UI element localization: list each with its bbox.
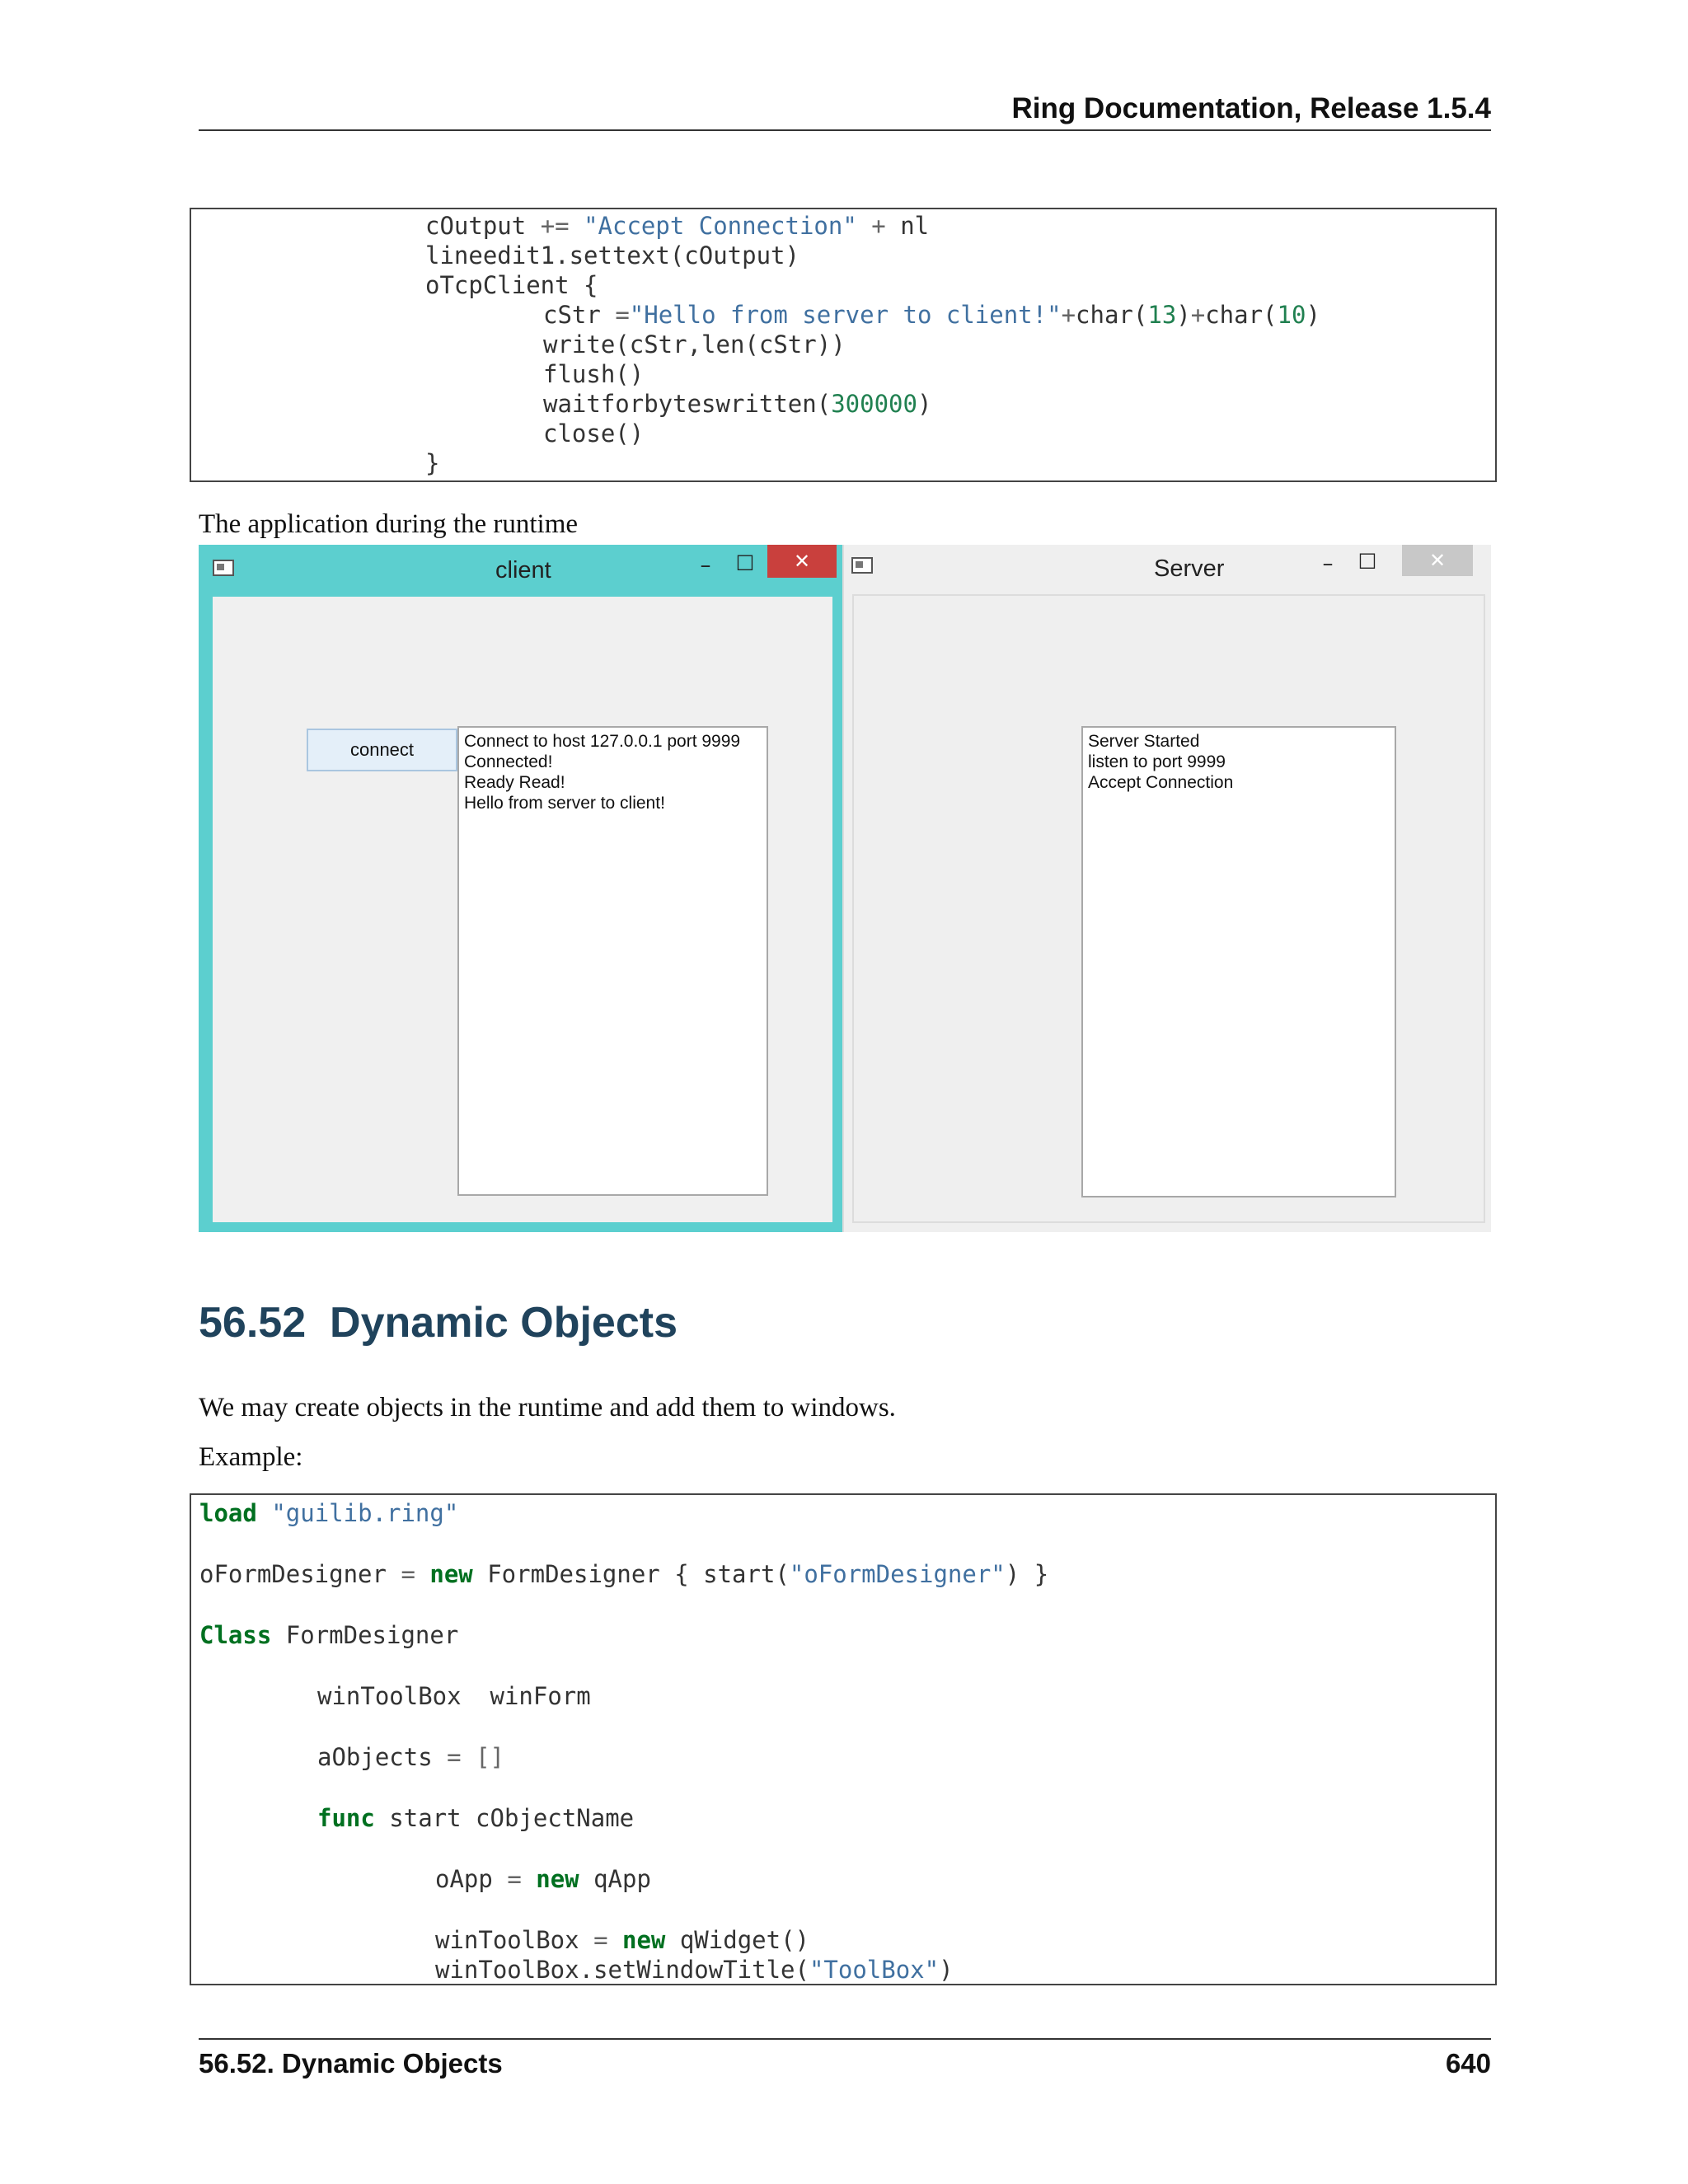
client-body bbox=[213, 597, 832, 1222]
code-line: flush() bbox=[543, 360, 645, 388]
code-line: waitforbyteswritten(300000) bbox=[543, 390, 932, 418]
server-output-textarea[interactable] bbox=[1081, 726, 1396, 1197]
section-heading bbox=[199, 1298, 678, 1347]
code-line: oTcpClient { bbox=[425, 271, 598, 299]
maximize-icon[interactable]: □ bbox=[735, 550, 755, 573]
header-rule bbox=[199, 129, 1491, 131]
runtime-screenshot bbox=[199, 545, 1491, 1232]
caption: The application during the runtime bbox=[199, 509, 579, 539]
output-line: Accept Connection bbox=[1088, 773, 1234, 792]
section-number: 56.52 bbox=[199, 1299, 307, 1347]
code-line: close() bbox=[543, 419, 645, 448]
code-block-example bbox=[190, 1493, 1497, 1985]
code-line: oApp = new qApp bbox=[435, 1865, 651, 1893]
page-number: 640 bbox=[1445, 2048, 1491, 2079]
server-window bbox=[842, 545, 1491, 1232]
code-line: cOutput += "Accept Connection" + nl bbox=[425, 212, 930, 240]
code-line: Class FormDesigner bbox=[199, 1621, 459, 1649]
output-line: Server Started bbox=[1088, 732, 1200, 751]
output-line: Ready Read! bbox=[464, 773, 565, 792]
code-line: cStr ="Hello from server to client!"+char(13)+char(10) bbox=[543, 301, 1320, 329]
code-line: } bbox=[425, 449, 440, 477]
code-block-server bbox=[190, 208, 1497, 482]
code-line: winToolBox = new qWidget() bbox=[435, 1926, 809, 1954]
minimize-icon[interactable]: – bbox=[700, 553, 711, 578]
client-window bbox=[199, 545, 842, 1232]
code-line: winToolBox.setWindowTitle("ToolBox") bbox=[435, 1956, 954, 1984]
client-output-textarea[interactable] bbox=[457, 726, 768, 1196]
section-intro: We may create objects in the runtime and add them to windows. bbox=[199, 1393, 896, 1422]
connect-button[interactable]: connect bbox=[307, 729, 457, 771]
footer-rule bbox=[199, 2038, 1491, 2040]
maximize-icon[interactable]: □ bbox=[1357, 548, 1377, 571]
minimize-icon[interactable]: – bbox=[1322, 551, 1334, 576]
code-line: aObjects = [] bbox=[317, 1743, 504, 1771]
output-line: Connected! bbox=[464, 752, 553, 771]
code-line: write(cStr,len(cStr)) bbox=[543, 330, 846, 359]
output-line: listen to port 9999 bbox=[1088, 752, 1226, 771]
output-line: Connect to host 127.0.0.1 port 9999 bbox=[464, 732, 741, 751]
close-icon[interactable]: ✕ bbox=[767, 545, 837, 578]
example-label: Example: bbox=[199, 1442, 303, 1472]
app-icon bbox=[213, 560, 234, 576]
code-line: winToolBox winForm bbox=[317, 1682, 591, 1710]
server-body bbox=[852, 594, 1485, 1223]
app-icon bbox=[851, 557, 873, 574]
server-window-title: Server bbox=[1154, 555, 1225, 582]
close-icon[interactable]: ✕ bbox=[1402, 545, 1473, 576]
code-line: lineedit1.settext(cOutput) bbox=[425, 241, 799, 269]
code-line: func start cObjectName bbox=[317, 1804, 635, 1832]
code-line: load "guilib.ring" bbox=[199, 1499, 459, 1527]
output-line: Hello from server to client! bbox=[464, 794, 665, 813]
header-title: Ring Documentation, Release 1.5.4 bbox=[1011, 92, 1491, 124]
section-title: Dynamic Objects bbox=[330, 1299, 678, 1347]
client-window-title: client bbox=[495, 557, 551, 583]
code-line: oFormDesigner = new FormDesigner { start("oFormDesigner") } bbox=[199, 1560, 1049, 1588]
footer-section: 56.52. Dynamic Objects bbox=[199, 2048, 503, 2079]
